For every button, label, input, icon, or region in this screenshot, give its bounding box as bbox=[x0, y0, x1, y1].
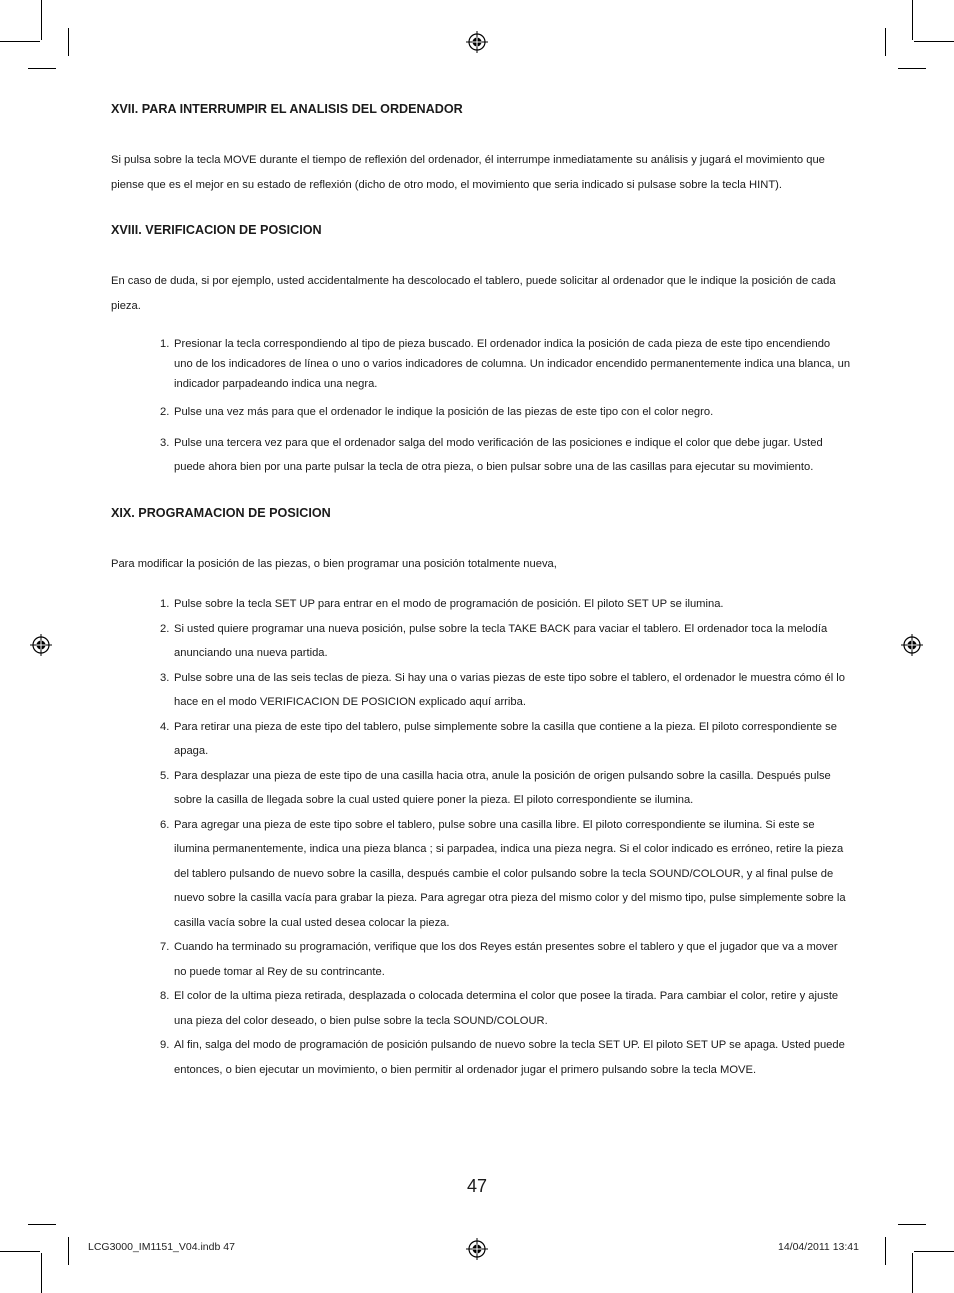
crop-mark bbox=[885, 1237, 886, 1265]
list-item bbox=[111, 666, 851, 715]
paragraph: Para modificar la posición de las piezas, o bien programar una posición totalmente nueva, bbox=[111, 557, 557, 570]
list-item bbox=[111, 935, 851, 984]
list-number: 3. bbox=[160, 671, 170, 684]
list-item bbox=[111, 1033, 851, 1082]
crop-mark bbox=[912, 1253, 913, 1293]
footer-datetime: 14/04/2011 13:41 bbox=[778, 1241, 859, 1253]
list-number: 3. bbox=[160, 436, 170, 449]
list-number: 2. bbox=[160, 622, 170, 635]
crop-mark bbox=[898, 68, 926, 69]
crop-mark bbox=[914, 1251, 954, 1252]
crop-mark bbox=[41, 0, 42, 40]
list-number: 4. bbox=[160, 720, 170, 733]
crop-mark bbox=[28, 1224, 56, 1225]
list-number: 2. bbox=[160, 406, 170, 418]
registration-mark-icon bbox=[466, 1238, 488, 1260]
list-number: 7. bbox=[160, 941, 170, 953]
crop-mark bbox=[68, 28, 69, 56]
list-number: 8. bbox=[160, 990, 170, 1002]
list-text: Si usted quiere programar una nueva posición, pulse sobre la tecla TAKE BACK para vaciar el tablero. El ordenador toca la melodía anunciando una nueva partida. bbox=[174, 622, 828, 659]
crop-mark bbox=[41, 1253, 42, 1293]
registration-mark-icon bbox=[30, 634, 52, 656]
section-heading: XIX. PROGRAMACION DE POSICION bbox=[111, 505, 331, 520]
list-item bbox=[111, 592, 851, 617]
list-item bbox=[111, 813, 851, 936]
paragraph: Si pulsa sobre la tecla MOVE durante el tiempo de reflexión del ordenador, él interrumpe inmediatamente su análisis y jugará el movimiento que piense que es el mejor en su estado de reflexión (dicho de otro modo, el movimiento que seria indicado si pulsase sobre la tecla HINT). bbox=[111, 154, 825, 191]
list-item bbox=[111, 617, 851, 666]
page-content bbox=[111, 100, 851, 1082]
list-text: Al fin, salga del modo de programación de posición pulsando de nuevo sobre la tecla SET UP. El piloto SET UP se apaga. Usted puede entonces, o bien ejecutar un movimiento, o bien permitir al ordenador jugar el primero pulsando sobre la tecla MOVE. bbox=[174, 1039, 845, 1076]
crop-mark bbox=[28, 68, 56, 69]
list-text: Presionar la tecla correspondiendo al tipo de pieza buscado. El ordenador indica la posición de cada pieza de este tipo encendiendo uno de los indicadores de línea o uno o varios indicadores de columna. Un indicador encendido permanentemente indica una blanca, un indicador parpadeando indica una negra. bbox=[174, 338, 851, 390]
list-number: 5. bbox=[160, 769, 170, 782]
crop-mark bbox=[0, 41, 40, 42]
list-text: Pulse sobre una de las seis teclas de pieza. Si hay una o varias piezas de este tipo sobre el tablero, el ordenador le muestra cómo él lo hace en el modo VERIFICACION DE POSICION explicado aquí arriba. bbox=[174, 671, 846, 708]
registration-mark-icon bbox=[466, 31, 488, 53]
section-heading: XVII. PARA INTERRUMPIR EL ANALISIS DEL ORDENADOR bbox=[111, 102, 463, 116]
programming-steps bbox=[111, 592, 851, 1082]
page-number: 47 bbox=[466, 1176, 488, 1196]
list-text: Pulse sobre la tecla SET UP para entrar en el modo de programación de posición. El piloto SET UP se ilumina. bbox=[174, 598, 724, 610]
list-text: Para agregar una pieza de este tipo sobre el tablero, pulse sobre una casilla libre. El piloto correspondiente se ilumina. Si este se ilumina permanentemente, indica una pieza blanca ; si parpadea, indica una pieza negra. Si el color indicado es erróneo, retire la pieza del tablero pulsando de nuevo sobre la casilla, después cambie el color pulsando sobre la tecla SOUND/COLOUR, y al final pulse de nuevo sobre la casilla vacía para grabar la pieza. Para agregar otra pieza del mismo color y del mismo tipo, pulse simplemente sobre la casilla vacía sobre la cual usted desea colocar la pieza. bbox=[174, 818, 846, 929]
list-item bbox=[111, 334, 851, 394]
list-item bbox=[111, 400, 851, 425]
crop-mark bbox=[914, 41, 954, 42]
list-text: Para retirar una pieza de este tipo del tablero, pulse simplemente sobre la casilla que contiene a la pieza. El piloto correspondiente se apaga. bbox=[174, 720, 837, 757]
paragraph: En caso de duda, si por ejemplo, usted accidentalmente ha descolocado el tablero, puede solicitar al ordenador que le indique la posición de cada pieza. bbox=[111, 275, 836, 312]
section-heading: XVIII. VERIFICACION DE POSICION bbox=[111, 223, 322, 237]
list-number: 1. bbox=[160, 598, 170, 610]
crop-mark bbox=[68, 1237, 69, 1265]
crop-mark bbox=[885, 28, 886, 56]
verification-steps bbox=[111, 334, 851, 480]
registration-mark-icon bbox=[901, 634, 923, 656]
list-item bbox=[111, 764, 851, 813]
footer-file: LCG3000_IM1151_V04.indb 47 bbox=[88, 1241, 235, 1253]
list-number: 1. bbox=[160, 338, 170, 350]
crop-mark bbox=[912, 0, 913, 40]
list-text: Pulse una vez más para que el ordenador le indique la posición de las piezas de este tipo con el color negro. bbox=[174, 406, 714, 418]
list-item bbox=[111, 984, 851, 1033]
crop-mark bbox=[0, 1251, 40, 1252]
list-text: El color de la ultima pieza retirada, desplazada o colocada determina el color que posee la tirada. Para cambiar el color, retire y ajuste una pieza del color deseado, o bien pulse sobre la tecla SOUND/COLOUR. bbox=[174, 990, 839, 1027]
list-item bbox=[111, 715, 851, 764]
list-text: Para desplazar una pieza de este tipo de una casilla hacia otra, anule la posición de origen pulsando sobre la casilla. Después pulse sobre la casilla de llegada sobre la cual usted quiere poner la pieza. El piloto correspondiente se ilumina. bbox=[174, 769, 831, 806]
crop-mark bbox=[898, 1224, 926, 1225]
list-number: 6. bbox=[160, 818, 170, 831]
list-text: Pulse una tercera vez para que el ordenador salga del modo verificación de las posiciones e indique el color que debe jugar. Usted puede ahora bien por una parte pulsar la tecla de otra pieza, o bien pulsar sobre una de las casillas para ejecutar su movimiento. bbox=[174, 436, 823, 473]
list-number: 9. bbox=[160, 1039, 170, 1051]
list-item bbox=[111, 431, 851, 480]
list-text: Cuando ha terminado su programación, verifique que los dos Reyes están presentes sobre el tablero y que el jugador que va a mover no puede tomar al Rey de su contrincante. bbox=[174, 941, 838, 978]
